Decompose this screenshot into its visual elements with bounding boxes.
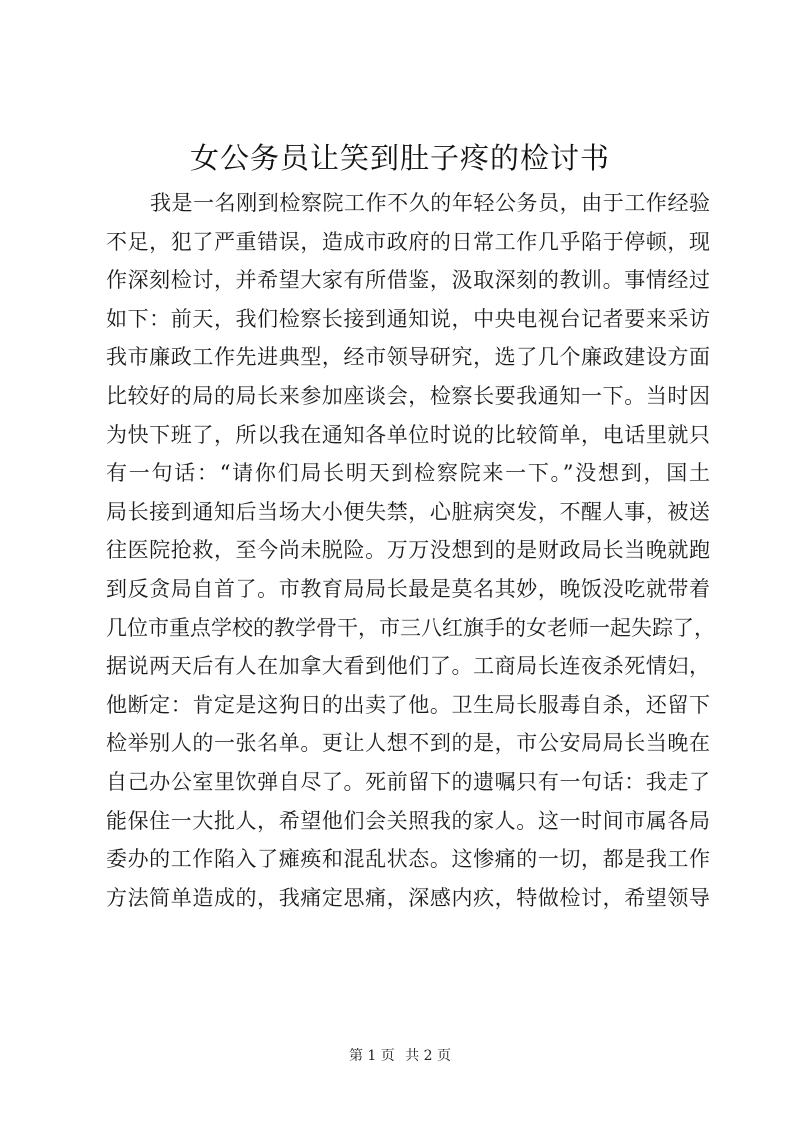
body-line: 往医院抢救，至今尚未脱险。万万没想到的是财政局长当晚就跑: [106, 538, 710, 563]
body-line: 委办的工作陷入了瘫痪和混乱状态。这惨痛的一切，都是我工作: [106, 847, 710, 872]
body-line: 到反贪局自首了。市教育局局长最是莫名其妙，晚饭没吃就带着: [106, 576, 710, 601]
body-line: 方法简单造成的，我痛定思痛，深感内疚，特做检讨，希望领导: [106, 885, 710, 910]
page-footer: [0, 1046, 800, 1066]
body-line: 我是一名刚到检察院工作不久的年轻公务员，由于工作经验: [150, 191, 710, 215]
body-line: 能保住一大批人，希望他们会关照我的家人。这一时间市属各局: [106, 808, 710, 833]
body-line: 自己办公室里饮弹自尽了。死前留下的遗嘱只有一句话：我走了: [106, 769, 710, 794]
body-line: 几位市重点学校的教学骨干，市三八红旗手的女老师一起失踪了，: [106, 615, 715, 640]
body-line: 如下：前天，我们检察长接到通知说，中央电视台记者要来采访: [106, 306, 710, 331]
body-line: 作深刻检讨，并希望大家有所借鉴，汲取深刻的教训。事情经过: [106, 268, 710, 293]
page-total: 共 2 页: [405, 1048, 452, 1064]
body-line: 局长接到通知后当场大小便失禁，心脏病突发，不醒人事，被送: [106, 499, 710, 524]
body-line: 比较好的局的局长来参加座谈会，检察长要我通知一下。当时因: [106, 383, 710, 408]
body-line: 他断定：肯定是这狗日的出卖了他。卫生局长服毒自杀，还留下: [106, 692, 710, 717]
page-number: 第 1 页: [348, 1048, 395, 1064]
body-line: 据说两天后有人在加拿大看到他们了。工商局长连夜杀死情妇，: [106, 654, 710, 679]
body-line: 有一句话：“请你们局长明天到检察院来一下。”没想到，国土: [106, 461, 710, 486]
document-body: [106, 184, 715, 917]
body-line: 我市廉政工作先进典型，经市领导研究，选了几个廉政建设方面: [106, 345, 710, 370]
document-title: 女公务员让笑到肚子疼的检讨书: [189, 141, 610, 175]
body-line: 检举别人的一张名单。更让人想不到的是，市公安局局长当晚在: [106, 731, 710, 756]
body-line: 为快下班了，所以我在通知各单位时说的比较简单，电话里就只: [106, 422, 710, 447]
body-line: 不足，犯了严重错误，造成市政府的日常工作几乎陷于停顿，现: [106, 229, 710, 254]
